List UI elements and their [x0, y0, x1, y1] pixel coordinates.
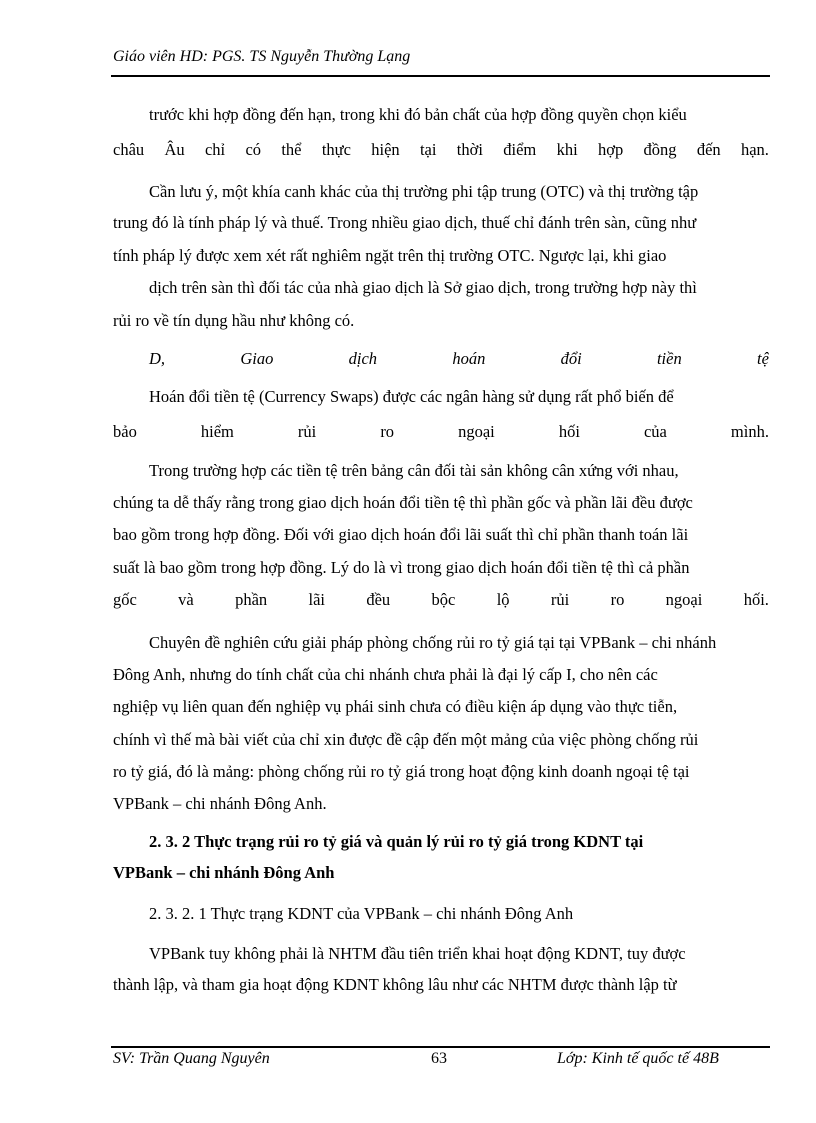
word: thời	[456, 140, 483, 159]
word: ro	[610, 590, 625, 609]
word: tại	[419, 140, 437, 159]
text-line: nghiệp vụ liên quan đến nghiệp vụ phái sinh chưa có điều kiện áp dụng vào thực tiễn,	[113, 697, 678, 716]
text-line: chúng ta dễ thấy rằng trong giao dịch hoán đổi tiền tệ thì phần gốc và phần lãi đều được	[113, 493, 693, 512]
text-line: Hoán đổi tiền tệ (Currency Swaps) được các ngân hàng sử dụng rất phổ biến để	[149, 387, 674, 406]
word: D,	[149, 349, 166, 368]
text-line: suất là bao gồm trong hợp đồng. Lý do là vì trong giao dịch hoán đổi tiền tệ thì cả phần	[113, 558, 690, 577]
word: lãi	[308, 590, 326, 609]
word: của	[643, 422, 667, 441]
word: chỉ	[204, 140, 226, 159]
word: có	[245, 140, 262, 159]
word: thể	[281, 140, 302, 159]
text-line: Chuyên đề nghiên cứu giải pháp phòng chống rủi ro tỷ giá tại tại VPBank – chi nhánh	[149, 633, 717, 652]
word: hoán	[452, 349, 486, 368]
word: và	[178, 590, 194, 609]
word: hiện	[371, 140, 400, 159]
word: khi	[556, 140, 578, 159]
footer-student: SV: Trần Quang Nguyên	[113, 1050, 270, 1067]
word: tệ	[757, 349, 769, 368]
word: Giao	[240, 349, 274, 368]
text-line: dịch trên sàn thì đối tác của nhà giao dịch là Sở giao dịch, trong trường hợp này thì	[149, 278, 697, 297]
word: bộc	[431, 590, 456, 609]
word: bảo	[113, 422, 137, 441]
word: phần	[235, 590, 268, 609]
header-rule	[111, 75, 770, 77]
word: gốc	[113, 590, 137, 609]
word: hợp	[597, 140, 624, 159]
word: lộ	[496, 590, 510, 609]
text-line: VPBank – chi nhánh Đông Anh.	[113, 794, 327, 813]
word: rủi	[297, 422, 317, 441]
text-line: trung đó là tính pháp lý và thuế. Trong nhiều giao dịch, thuế chỉ đánh trên sàn, cũng như	[113, 213, 697, 232]
word: ngoại	[665, 590, 703, 609]
word: hiểm	[200, 422, 234, 441]
text-line: thành lập, và tham gia hoạt động KDNT không lâu như các NHTM được thành lập từ	[113, 975, 677, 994]
text-line-justified	[113, 421, 769, 443]
footer-class: Lớp: Kinh tế quốc tế 48B	[557, 1050, 719, 1067]
text-line: ro tỷ giá, đó là mảng: phòng chống rủi ro tỷ giá trong hoạt động kinh doanh ngoại tệ tại	[113, 762, 690, 781]
word: thực	[321, 140, 351, 159]
word: dịch	[348, 349, 378, 368]
word: châu	[113, 140, 145, 159]
word: đồng	[643, 140, 677, 159]
section-heading: 2. 3. 2 Thực trạng rủi ro tỷ giá và quản lý rủi ro tỷ giá trong KDNT tại	[149, 832, 644, 851]
word: Âu	[164, 140, 185, 159]
word: đổi	[560, 349, 582, 368]
word: hối	[558, 422, 580, 441]
footer-rule	[111, 1046, 770, 1048]
text-line: Đông Anh, nhưng do tính chất của chi nhánh chưa phải là đại lý cấp I, cho nên các	[113, 665, 658, 684]
word: đều	[366, 590, 391, 609]
word: ro	[380, 422, 395, 441]
text-line: bao gồm trong hợp đồng. Đối với giao dịch hoán đổi lãi suất thì chỉ phần thanh toán lãi	[113, 525, 689, 544]
text-line: rủi ro về tín dụng hầu như không có.	[113, 311, 355, 330]
word: đến	[696, 140, 721, 159]
word: điểm	[503, 140, 537, 159]
text-line: tính pháp lý được xem xét rất nghiêm ngặt trên thị trường OTC. Ngược lại, khi giao	[113, 246, 667, 265]
text-line: trước khi hợp đồng đến hạn, trong khi đó bản chất của hợp đồng quyền chọn kiểu	[149, 105, 687, 124]
page-number: 63	[431, 1050, 447, 1067]
section-heading-d	[149, 348, 769, 370]
text-line: Trong trường hợp các tiền tệ trên bảng cân đối tài sản không cân xứng với nhau,	[149, 461, 679, 480]
word: rủi	[550, 590, 570, 609]
text-line-justified	[113, 589, 769, 611]
word: tiền	[656, 349, 682, 368]
subsection-heading: 2. 3. 2. 1 Thực trạng KDNT của VPBank – chi nhánh Đông Anh	[149, 904, 574, 923]
page-header: Giáo viên HD: PGS. TS Nguyễn Thường Lạng	[113, 48, 411, 65]
text-line: chính vì thế mà bài viết của chỉ xin được đề cập đến một mảng của việc phòng chống rủi	[113, 730, 699, 749]
text-line: VPBank tuy không phải là NHTM đầu tiên triển khai hoạt động KDNT, tuy được	[149, 944, 686, 963]
word: hối.	[743, 590, 769, 609]
word: hạn.	[740, 140, 769, 159]
text-line: Cần lưu ý, một khía canh khác của thị trường phi tập trung (OTC) và thị trường tập	[149, 182, 699, 201]
word: mình.	[730, 422, 769, 441]
section-heading: VPBank – chi nhánh Đông Anh	[113, 863, 335, 882]
text-line-justified	[113, 139, 769, 161]
word: ngoại	[458, 422, 495, 441]
